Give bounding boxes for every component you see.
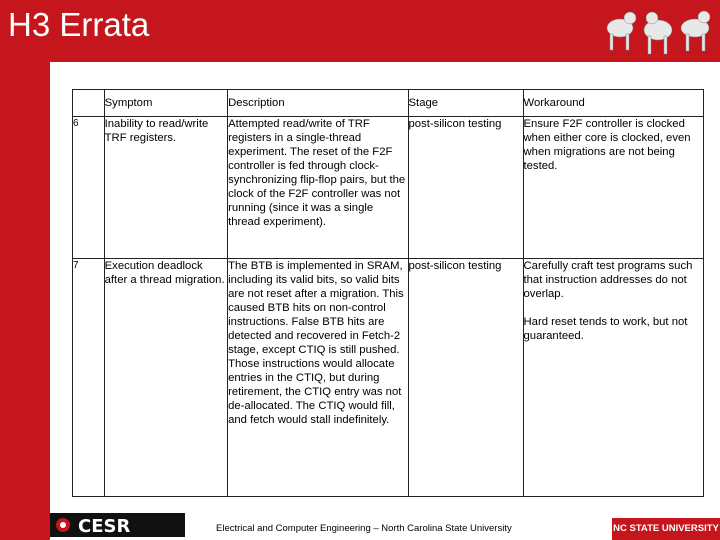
row-description: Attempted read/write of TRF registers in a single-thread experiment. The reset of the F2F controller is fed through clock-synchronizing flip-flop pairs, but the clock of the F2F controller was not running (since it was a single thread experiment). xyxy=(228,117,408,259)
footer-text: Electrical and Computer Engineering – North Carolina State University xyxy=(216,523,512,534)
row-number: 7 xyxy=(73,259,105,497)
row-stage: post-silicon testing xyxy=(408,259,523,497)
title-bar xyxy=(0,0,720,62)
row-symptom: Inability to read/write TRF registers. xyxy=(104,117,227,259)
ncsu-logo: NC STATE UNIVERSITY xyxy=(612,518,720,540)
row-number: 6 xyxy=(73,117,105,259)
cesr-logo xyxy=(50,513,185,537)
header-description: Description xyxy=(228,90,408,117)
header-symptom: Symptom xyxy=(104,90,227,117)
row-symptom: Execution deadlock after a thread migration. xyxy=(104,259,227,497)
wolves-image xyxy=(600,2,718,60)
row-workaround-note: Hard reset tends to work, but not guaranteed. xyxy=(523,316,688,342)
table-row xyxy=(73,259,704,497)
header-workaround: Workaround xyxy=(523,90,703,117)
table-row xyxy=(73,117,704,259)
row-stage: post-silicon testing xyxy=(408,117,523,259)
row-workaround-cell xyxy=(523,259,703,497)
header-stage: Stage xyxy=(408,90,523,117)
cesr-logo-text: CESR xyxy=(78,516,131,537)
table-header-row xyxy=(73,90,704,117)
slide-title: H3 Errata xyxy=(8,6,150,43)
row-workaround: Carefully craft test programs such that instruction addresses do not overlap. xyxy=(523,260,693,300)
header-num xyxy=(73,90,105,117)
row-workaround: Ensure F2F controller is clocked when either core is clocked, even when migrations are not being tested. xyxy=(523,117,703,259)
row-description: The BTB is implemented in SRAM, including its valid bits, so valid bits are not reset after a migration. This caused BTB hits on non-control instructions. False BTB hits are detected and recovered in Fetch-2 stage, except CTIQ is still pushed. Those instructions would allocate entries in the CTIQ, but during retirement, the CTIQ entry was not de-allocated. The CTIQ would fill, and fetch would stall indefinitely. xyxy=(228,259,408,497)
errata-table xyxy=(72,89,704,497)
side-stripe xyxy=(0,62,50,540)
